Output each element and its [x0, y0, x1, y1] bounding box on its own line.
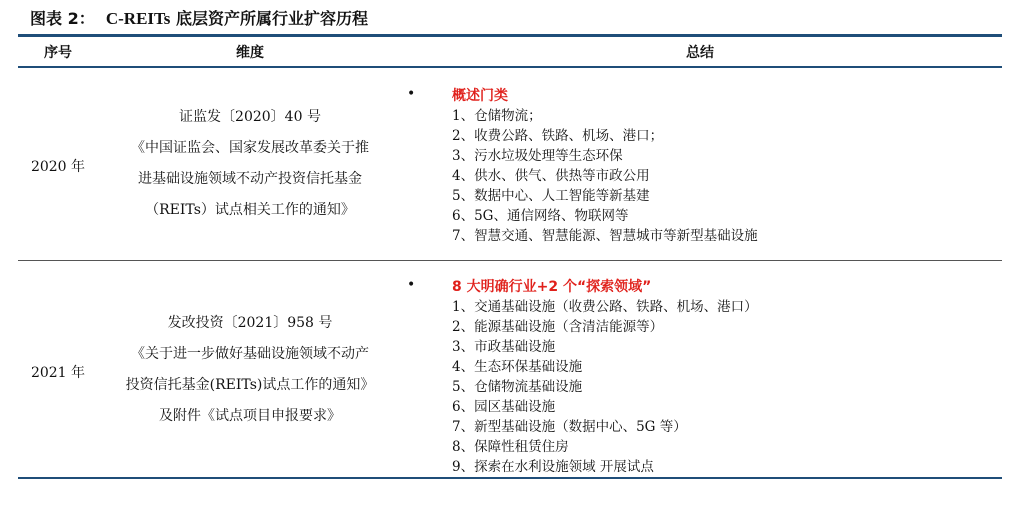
- row-year: 2020 年: [30, 159, 86, 175]
- summary-item: 7、智慧交通、智慧能源、智慧城市等新型基础设施: [452, 228, 758, 244]
- summary-item: 6、园区基础设施: [452, 399, 556, 415]
- summary-item: 2、能源基础设施（含清洁能源等）: [452, 319, 664, 335]
- summary-item: 2、收费公路、铁路、机场、港口；: [452, 128, 664, 144]
- row-summary: [452, 277, 758, 477]
- dimension-line: 进基础设施领域不动产投资信托基金: [138, 171, 362, 187]
- dimension-line: 证监发〔2020〕40 号: [179, 109, 321, 125]
- figure-title: [30, 6, 368, 29]
- summary-item: 5、数据中心、人工智能等新基建: [452, 188, 650, 204]
- summary-item: 4、生态环保基础设施: [452, 359, 583, 375]
- dimension-line: 《关于进一步做好基础设施领域不动产: [131, 346, 369, 362]
- summary-item: 1、交通基础设施（收费公路、铁路、机场、港口）: [452, 299, 758, 315]
- summary-item: 5、仓储物流基础设施: [452, 379, 583, 395]
- title-en: C-REITs: [105, 9, 171, 28]
- summary-item: 8、保障性租赁住房: [452, 439, 569, 455]
- summary-item: 3、污水垃圾处理等生态环保: [452, 148, 623, 164]
- header-rule: [18, 66, 1002, 68]
- dimension-line: （REITs）试点相关工作的通知》: [145, 202, 355, 218]
- header-index: 序号: [44, 45, 72, 61]
- summary-item: 1、仓储物流；: [452, 108, 542, 124]
- dimension-line: 投资信托基金(REITs)试点工作的通知》: [125, 377, 375, 393]
- row-divider: [18, 260, 1002, 261]
- bullet-icon: •: [407, 86, 416, 102]
- dimension-line: 《中国证监会、国家发展改革委关于推: [131, 140, 369, 156]
- summary-item: 6、5G、通信网络、物联网等: [452, 208, 629, 224]
- dimension-line: 发改投资〔2021〕958 号: [167, 315, 333, 331]
- summary-item: 9、探索在水利设施领域 开展试点: [452, 459, 654, 475]
- dimension-line: 及附件《试点项目申报要求》: [159, 408, 341, 424]
- table-bottom-rule: [18, 477, 1002, 479]
- summary-item: 4、供水、供气、供热等市政公用: [452, 168, 650, 184]
- table-top-rule: [18, 34, 1002, 37]
- row-dimension: [100, 308, 400, 432]
- summary-item: 7、新型基础设施（数据中心、5G 等）: [452, 419, 687, 435]
- summary-title: 8 大明确行业+2 个“探索领域”: [452, 279, 652, 295]
- title-rest: 底层资产所属行业扩容历程: [176, 9, 369, 28]
- summary-item: 3、市政基础设施: [452, 339, 556, 355]
- row-year: 2021 年: [30, 365, 86, 381]
- summary-title: 概述门类: [452, 88, 508, 104]
- header-summary: 总结: [686, 45, 714, 61]
- bullet-icon: •: [407, 277, 416, 293]
- row-summary: [452, 86, 758, 246]
- figure-label: 图表 2：: [30, 9, 95, 28]
- header-dimension: 维度: [236, 45, 264, 61]
- row-dimension: [100, 102, 400, 226]
